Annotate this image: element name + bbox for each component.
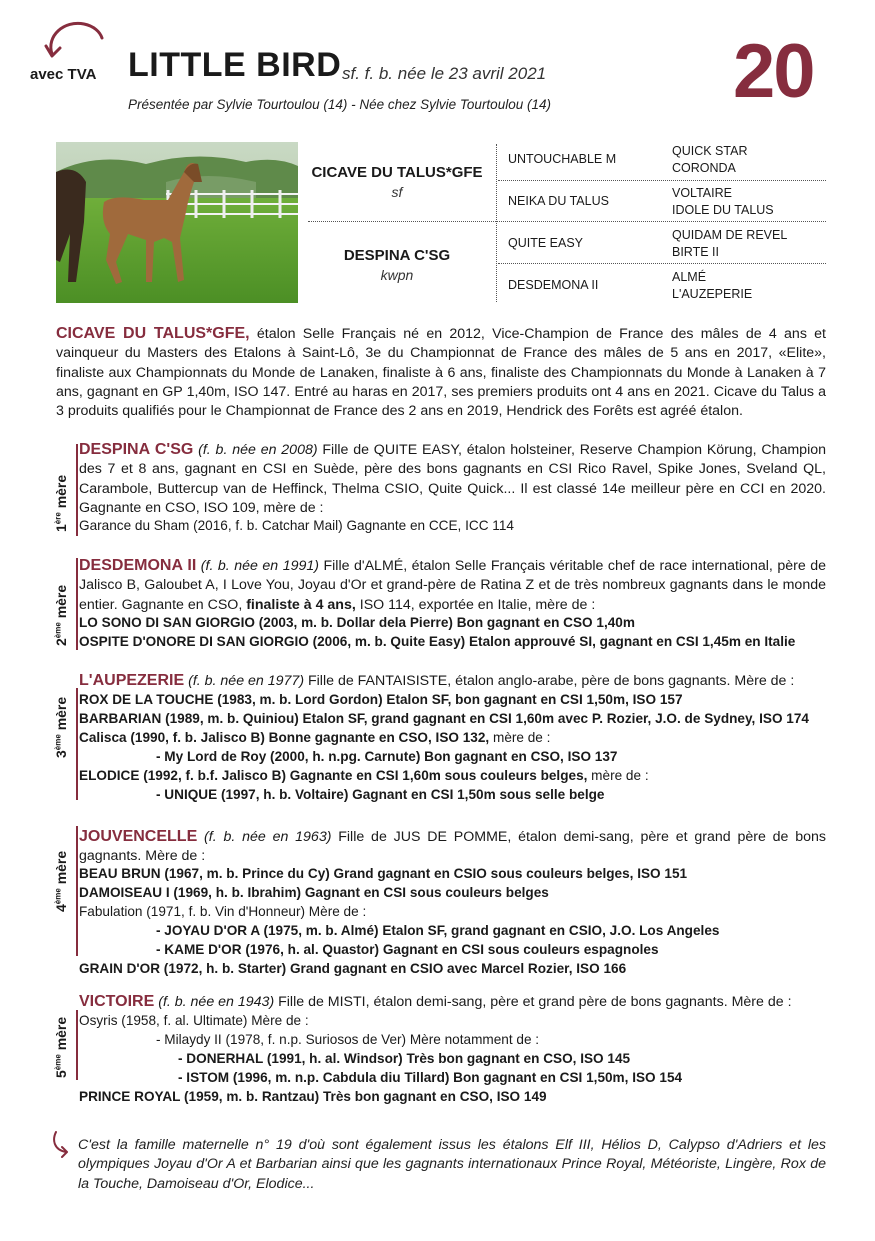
dam-4-description: JOUVENCELLE (f. b. née en 1963) Fille de JUS DE POMME, étalon demi-sang, père et grand père de bons gagnants. Mère de : xyxy=(79,828,826,865)
pedigree-divider xyxy=(308,221,826,222)
dam-4-produce: GRAIN D'OR (1972, h. b. Starter) Grand gagnant en CSIO avec Marcel Rozier, ISO 166 xyxy=(79,961,627,976)
section-bar xyxy=(76,558,78,650)
dam-3-produce: - UNIQUE (1997, h. b. Voltaire) Gagnant en CSI 1,50m sous selle belge xyxy=(156,787,605,802)
dam-4-produce: BEAU BRUN (1967, m. b. Prince du Cy) Grand gagnant en CSIO sous couleurs belges, ISO 151 xyxy=(79,866,688,881)
curved-arrow-icon xyxy=(52,1130,72,1158)
pedigree-sire-breed: sf xyxy=(391,184,403,200)
section-bar xyxy=(76,444,78,536)
dam-3-produce: Calisca (1990, f. b. Jalisco B) Bonne gagnante en CSO, ISO 132, mère de : xyxy=(79,730,551,745)
presented-by: Présentée par Sylvie Tourtoulou (14) - Née chez Sylvie Tourtoulou (14) xyxy=(128,97,551,112)
horse-subtitle: sf. f. b. née le 23 avril 2021 xyxy=(342,64,547,83)
horse-name: LITTLE BIRD xyxy=(128,46,342,84)
dam-5-produce: - Milaydy II (1978, f. n.p. Suriosos de Ver) Mère notamment de : xyxy=(156,1032,540,1047)
dam-3-produce: ELODICE (1992, f. b.f. Jalisco B) Gagnante en CSI 1,60m sous couleurs belges, mère de : xyxy=(79,768,649,783)
dam-3-produce: - My Lord de Roy (2000, h. n.pg. Carnute) Bon gagnant en CSO, ISO 137 xyxy=(156,749,618,764)
vat-label: avec TVA xyxy=(30,66,97,83)
dam-4-produce: - JOYAU D'OR A (1975, m. b. Almé) Etalon SF, grand gagnant en CSIO, J.O. Los Angeles xyxy=(156,923,720,938)
pedigree-grandparent: UNTOUCHABLE M xyxy=(508,152,617,166)
pedigree-dam-breed: kwpn xyxy=(380,267,414,283)
dam-4-produce: DAMOISEAU I (1969, h. b. Ibrahim) Gagnant en CSI sous couleurs belges xyxy=(79,885,549,900)
dam-5-description: VICTOIRE (f. b. née en 1943) Fille de MISTI, étalon demi-sang, père et grand père de bons gagnants. Mère de : xyxy=(79,993,792,1010)
dam-2-produce: LO SONO DI SAN GIORGIO (2003, m. b. Dollar dela Pierre) Bon gagnant en CSO 1,40m xyxy=(79,615,635,630)
section-bar xyxy=(76,1010,78,1080)
pedigree-divider xyxy=(498,263,826,264)
dam-4-produce: Fabulation (1971, f. b. Vin d'Honneur) Mère de : xyxy=(79,904,367,919)
section-bar xyxy=(76,826,78,956)
dam-3-produce: ROX DE LA TOUCHE (1983, m. b. Lord Gordon) Etalon SF, bon gagnant en CSI 1,50m, ISO 157 xyxy=(79,692,683,707)
dam-1-produce: Garance du Sham (2016, f. b. Catchar Mail) Gagnante en CCE, ICC 114 xyxy=(79,518,514,533)
pedigree-divider xyxy=(496,144,497,302)
pedigree-sire-name: CICAVE DU TALUS*GFE xyxy=(311,164,483,181)
dam-5-produce: Osyris (1958, f. al. Ultimate) Mère de : xyxy=(79,1013,309,1028)
dam-3-produce: BARBARIAN (1989, m. b. Quiniou) Etalon SF, grand gagnant en CSI 1,60m avec P. Rozier, J.O. de Sydney, ISO 174 xyxy=(79,711,809,726)
pedigree-grandparent: DESDEMONA II xyxy=(508,278,599,292)
lot-number: 20 xyxy=(733,29,814,114)
dam-5-produce: - ISTOM (1996, m. n.p. Cabdula diu Tillard) Bon gagnant en CSI 1,50m, ISO 154 xyxy=(178,1070,683,1085)
pedigree-divider xyxy=(498,180,826,181)
family-note: C'est la famille maternelle n° 19 d'où sont également issus les étalons Elf III, Hélios D, Calypso d'Adriers et les olympiques Joyau d'Or A et Barbarian ainsi que les gagnants internationaux Prince Royal, Météoriste, Lingère, Rox de la Touche, Damoiseau d'Or, Elodice... xyxy=(78,1137,826,1192)
pedigree-dam-name: DESPINA C'SG xyxy=(343,247,451,264)
mere-label-3: 3ème mère xyxy=(53,696,69,758)
mere-label-2: 2ème mère xyxy=(53,584,69,646)
pedigree-great-grandparents: VOLTAIRE IDOLE DU TALUS xyxy=(672,186,774,217)
mere-label-5: 5ème mère xyxy=(53,1016,69,1078)
pedigree-great-grandparents: QUICK STAR CORONDA xyxy=(672,144,748,175)
mere-label-4: 4ème mère xyxy=(53,850,69,912)
sire-description: CICAVE DU TALUS*GFE, étalon Selle Français né en 2012, Vice-Champion de France des mâles de 4 ans et vainqueur du Masters des Etalons à Saint-Lô, 3e du Championnat de France des mâles de 5 ans en 2017, «Elite», finaliste aux Championnats du Monde de Lanaken, finaliste à 6 ans, finaliste des Championnats du Monde à Lanaken à 7 ans, gagnant en GP 1,40m, ISO 147. Entré au haras en 2017, ses premiers produits ont 4 ans en 2021. Cicave du Talus a 3 produits qualifiés pour le Championnat de France des 2 ans en 2019, Hendrick des Forêts est agréé étalon. xyxy=(56,325,827,420)
dam-1-description: DESPINA C'SG (f. b. née en 2008) Fille de QUITE EASY, étalon holsteiner, Reserve Champion Körung, Champion des 7 et 8 ans, gagnant en CSI en Suède, père des bons gagnants en CSI Rico Ravel, Spike Jones, Sveland QL, Carambole, Buttercup van de Heffinck, Thelma CSIO, Quite Quick... Il est classé 14e meilleur père en CCI en 2020. Gagnante en CSO, ISO 109, mère de : xyxy=(79,441,827,516)
dam-5-produce: - DONERHAL (1991, h. al. Windsor) Très bon gagnant en CSO, ISO 145 xyxy=(178,1051,631,1066)
dam-2-description: DESDEMONA II (f. b. née en 1991) Fille d'ALMÉ, étalon Selle Français véritable chef de race international, père de Jalisco B, Galoubet A, I Love You, Joyau d'Or et grand-père de Ratina Z et de très nombreux gagnants dans le monde entier. Gagnante en CSO, finaliste à 4 ans, ISO 114, exportée en Italie, mère de : xyxy=(79,557,826,613)
pedigree-great-grandparents: QUIDAM DE REVEL BIRTE II xyxy=(672,228,788,259)
pedigree-grandparent: NEIKA DU TALUS xyxy=(508,194,609,208)
dam-4-produce: - KAME D'OR (1976, h. al. Quastor) Gagnant en CSI sous couleurs espagnoles xyxy=(156,942,659,957)
pedigree-great-grandparents: ALMÉ L'AUZEPERIE xyxy=(672,270,753,301)
pedigree-grandparent: QUITE EASY xyxy=(508,236,584,250)
section-bar xyxy=(76,688,78,800)
mere-label-1: 1ère mère xyxy=(53,474,69,532)
dam-5-produce: PRINCE ROYAL (1959, m. b. Rantzau) Très bon gagnant en CSO, ISO 149 xyxy=(79,1089,547,1104)
curved-arrow-icon xyxy=(44,18,106,64)
dam-2-produce: OSPITE D'ONORE DI SAN GIORGIO (2006, m. b. Quite Easy) Etalon approuvé SI, gagnant en CSI 1,45m en Italie xyxy=(79,634,796,649)
foal-photo xyxy=(56,142,298,303)
dam-3-description: L'AUPEZERIE (f. b. née en 1977) Fille de FANTAISISTE, étalon anglo-arabe, père de bons gagnants. Mère de : xyxy=(79,672,795,689)
